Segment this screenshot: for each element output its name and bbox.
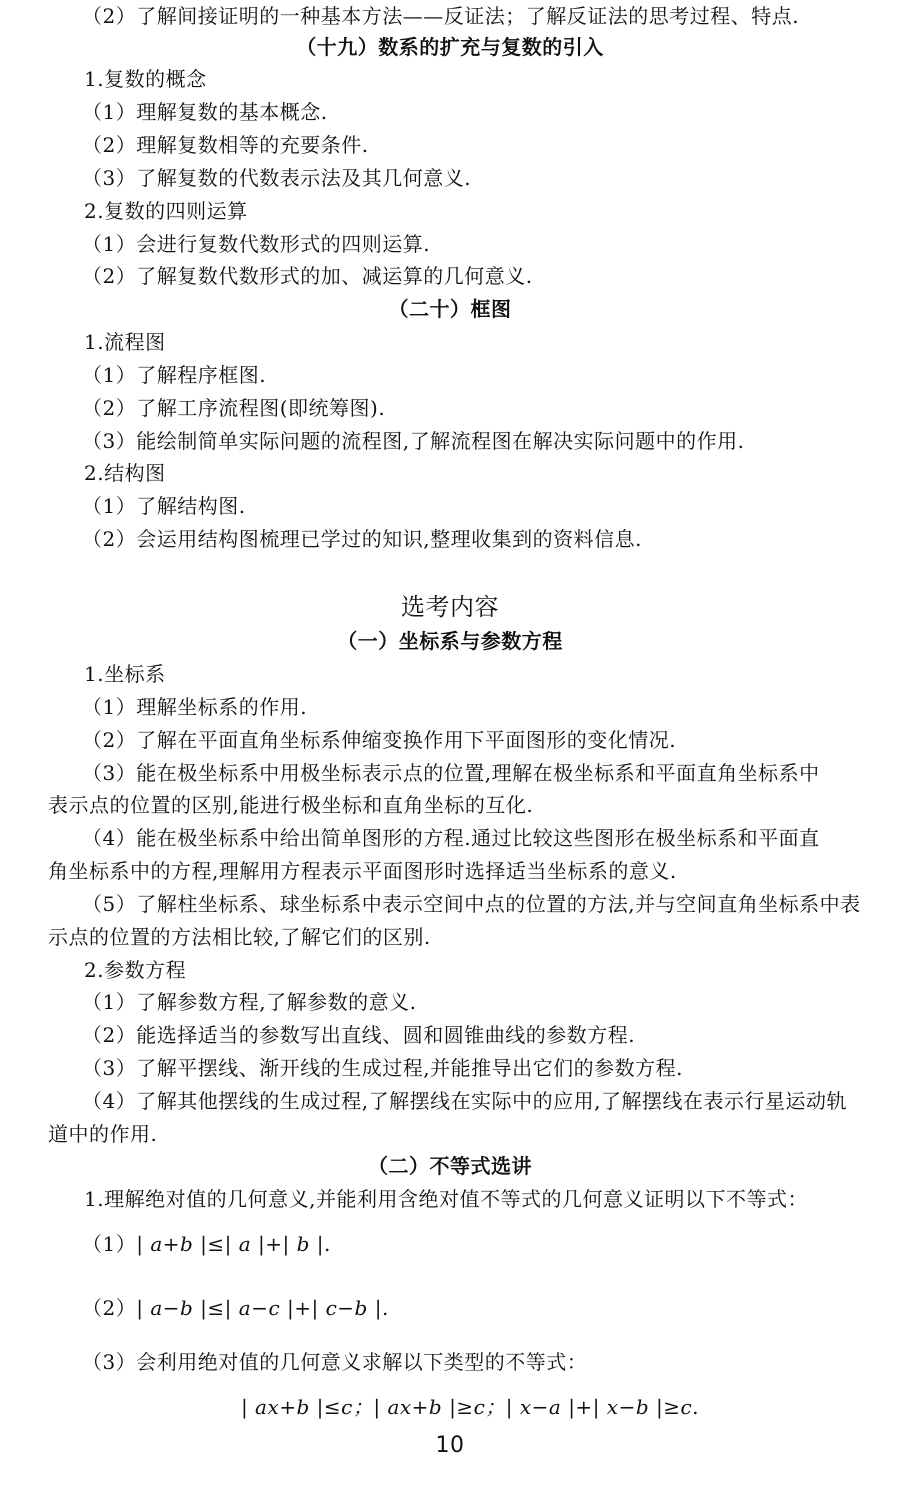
- text-line: （2）了解间接证明的一种基本方法——反证法；了解反证法的思考过程、特点.: [82, 4, 800, 28]
- text-line: （1）会进行复数代数形式的四则运算.: [82, 232, 431, 256]
- text-line: （1）了解参数方程,了解参数的意义.: [82, 990, 417, 1014]
- page-number: 10: [435, 1433, 465, 1458]
- text-line: 示点的位置的方法相比较,了解它们的区别.: [48, 925, 431, 949]
- text-line: （2）了解工序流程图(即统筹图).: [82, 396, 386, 420]
- text-line: 1.理解绝对值的几何意义,并能利用含绝对值不等式的几何意义证明以下不等式：: [84, 1187, 808, 1211]
- section-heading-inequality: （二）不等式选讲: [368, 1154, 532, 1178]
- text-line: （2）了解在平面直角坐标系伸缩变换作用下平面图形的变化情况.: [82, 728, 677, 752]
- text-line: （3）能在极坐标系中用极坐标表示点的位置,理解在极坐标系和平面直角坐标系中: [82, 761, 820, 785]
- item-label: （1）: [82, 1232, 137, 1256]
- text-line: 2.复数的四则运算: [84, 199, 248, 223]
- section-heading-19: （十九）数系的扩充与复数的引入: [296, 35, 604, 59]
- text-line: 表示点的位置的区别,能进行极坐标和直角坐标的互化.: [48, 793, 534, 817]
- text-line: 1.流程图: [84, 330, 166, 354]
- text-line: （3）能绘制简单实际问题的流程图,了解流程图在解决实际问题中的作用.: [82, 429, 745, 453]
- text-line: 2.结构图: [84, 461, 166, 485]
- text-line: （3）了解复数的代数表示法及其几何意义.: [82, 166, 472, 190]
- text-line: 角坐标系中的方程,理解用方程表示平面图形时选择适当坐标系的意义.: [48, 859, 677, 883]
- formula: | a+b |≤| a |+| b |.: [136, 1232, 331, 1256]
- text-line: （1）了解结构图.: [82, 494, 246, 518]
- elective-content-title: 选考内容: [401, 593, 499, 621]
- item-label: （2）: [82, 1296, 137, 1320]
- text-line: （3）了解平摆线、渐开线的生成过程,并能推导出它们的参数方程.: [82, 1056, 683, 1080]
- formula-line-1: [0, 1230, 900, 1258]
- text-line: 2.参数方程: [84, 958, 187, 982]
- text-line: （4）能在极坐标系中给出简单图形的方程.通过比较这些图形在极坐标系和平面直: [82, 826, 820, 850]
- text-line: （1）了解程序框图.: [82, 363, 267, 387]
- text-line: （3）会利用绝对值的几何意义求解以下类型的不等式：: [82, 1350, 588, 1374]
- text-line: （4）了解其他摆线的生成过程,了解摆线在实际中的应用,了解摆线在表示行星运动轨: [82, 1089, 847, 1113]
- section-heading-20: （二十）框图: [388, 297, 512, 321]
- text-line: （2）会运用结构图梳理已学过的知识,整理收集到的资料信息.: [82, 527, 642, 551]
- formula-line-3: | ax+b |≤c；| ax+b |≥c；| x−a |+| x−b |≥c.: [240, 1395, 700, 1419]
- text-line: 道中的作用.: [48, 1122, 158, 1146]
- text-line: 1.坐标系: [84, 662, 166, 686]
- text-line: （2）能选择适当的参数写出直线、圆和圆锥曲线的参数方程.: [82, 1023, 636, 1047]
- section-heading-coords: （一）坐标系与参数方程: [337, 629, 563, 653]
- formula: | a−b |≤| a−c |+| c−b |.: [136, 1296, 389, 1320]
- text-line: （5）了解柱坐标系、球坐标系中表示空间中点的位置的方法,并与空间直角坐标系中表: [82, 892, 861, 916]
- text-line: （2）了解复数代数形式的加、减运算的几何意义.: [82, 264, 533, 288]
- text-line: （2）理解复数相等的充要条件.: [82, 133, 369, 157]
- formula-line-2: [0, 1294, 900, 1322]
- text-line: （1）理解坐标系的作用.: [82, 695, 308, 719]
- text-line: （1）理解复数的基本概念.: [82, 100, 328, 124]
- text-line: 1.复数的概念: [84, 67, 207, 91]
